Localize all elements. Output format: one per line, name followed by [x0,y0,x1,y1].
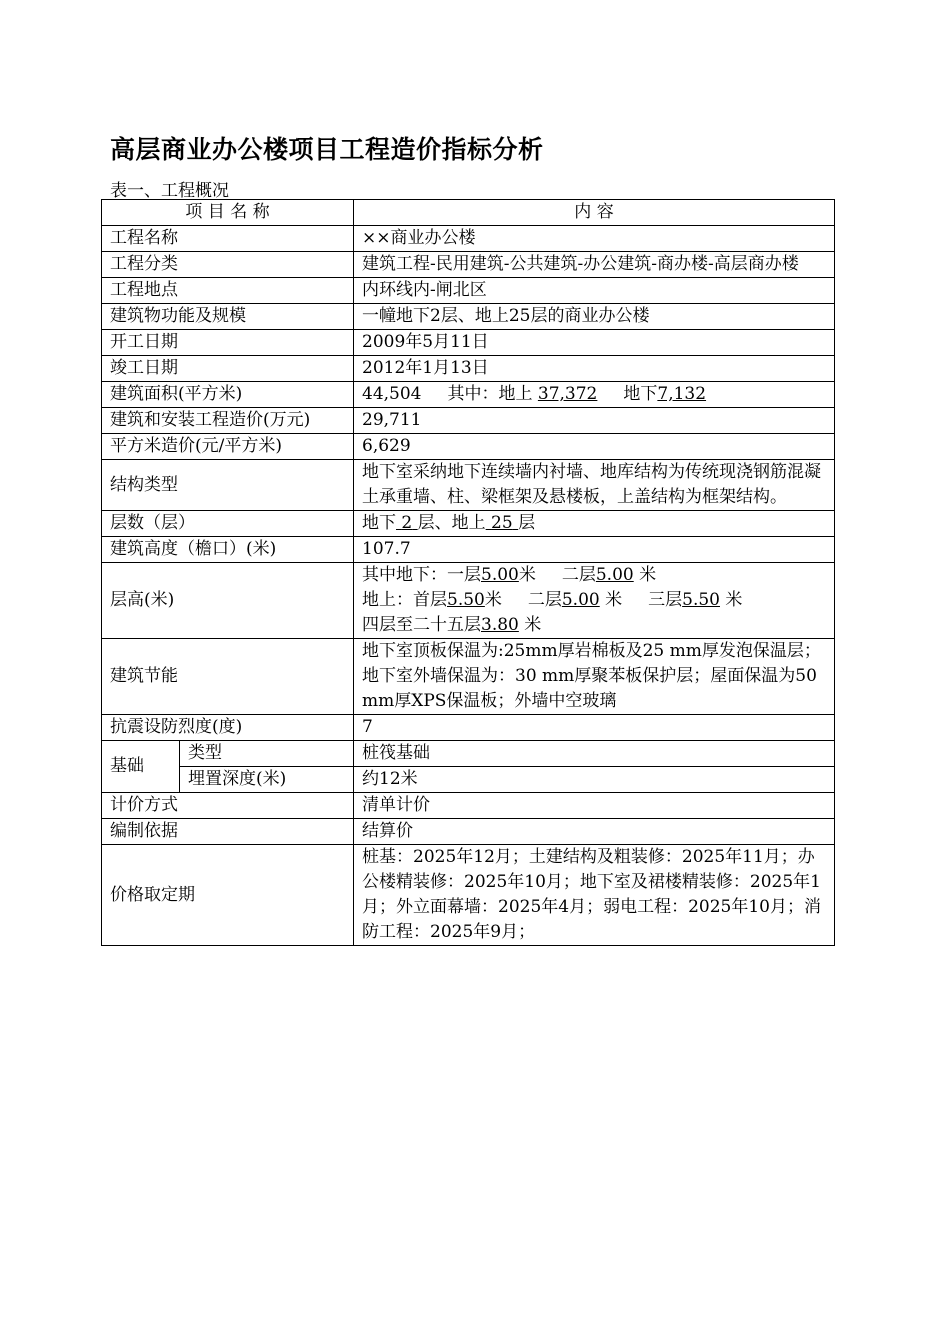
row-value: 桩基：2025年12月；土建结构及粗装修：2025年11月；办公楼精装修：2025年10月；地下室及裙楼精装修：2025年1月；外立面幕墙：2025年4月；弱电工程：2025年10月；消防工程：2025年9月； [354,845,835,946]
table-row [102,252,835,278]
floors-suffix: 层 [518,513,536,533]
project-overview-table [101,199,835,946]
area-above: 37,372 [537,384,598,404]
row-value: 一幢地下2层、地上25层的商业办公楼 [354,304,835,330]
row-value [354,382,835,408]
row-value: 地下室顶板保温为:25mm厚岩棉板及25 mm厚发泡保温层；地下室外墙保温为：30 mm厚聚苯板保护层；屋面保温为50 mm厚XPS保温板；外墙中空玻璃 [354,639,835,715]
table-row [102,226,835,252]
table-row [102,511,835,537]
row-value: 建筑工程-民用建筑-公共建筑-办公建筑-商办楼-高层商办楼 [354,252,835,278]
row-label: 建筑面积(平方米) [102,382,354,408]
table-row [102,460,835,511]
row-label: 工程名称 [102,226,354,252]
header-content: 内 容 [354,200,835,226]
table-caption: 表一、工程概况 [110,181,229,201]
row-label: 抗震设防烈度(度) [102,715,354,741]
row-label: 价格取定期 [102,845,354,946]
floors-above: 25 [491,513,513,533]
row-value: ××商业办公楼 [354,226,835,252]
row-label: 计价方式 [102,793,354,819]
row-label: 编制依据 [102,819,354,845]
area-total: 44,504 [362,384,422,404]
table-row [102,639,835,715]
row-label: 层高(米) [102,563,354,639]
table-row [102,408,835,434]
table-row [102,356,835,382]
row-value: 清单计价 [354,793,835,819]
row-label: 竣工日期 [102,356,354,382]
row-value: 6,629 [354,434,835,460]
floors-below: 2 [401,513,413,533]
row-value: 2009年5月11日 [354,330,835,356]
row-label: 建筑和安装工程造价(万元) [102,408,354,434]
row-value [354,563,835,639]
table-row [102,563,835,639]
table-row [102,382,835,408]
floor-height-line-1: 其中地下：一层5.00米 二层5.00 米 [362,565,657,585]
row-value: 7 [354,715,835,741]
table-row [102,330,835,356]
sub-label: 类型 [180,741,354,767]
row-label: 建筑高度（檐口）(米) [102,537,354,563]
area-below: 7,132 [657,384,707,404]
table-row [102,793,835,819]
table-row [102,741,835,767]
row-label: 结构类型 [102,460,354,511]
table-row [102,819,835,845]
row-label: 建筑物功能及规模 [102,304,354,330]
table-row [102,304,835,330]
table-row [102,434,835,460]
row-label: 工程地点 [102,278,354,304]
area-below-prefix: 地下 [623,384,658,404]
table-row [102,278,835,304]
floors-below-prefix: 地下 [362,513,396,533]
table-row [102,845,835,946]
row-label: 建筑节能 [102,639,354,715]
row-label: 工程分类 [102,252,354,278]
floor-height-line-3: 四层至二十五层3.80 米 [362,615,542,635]
row-value: 约12米 [354,767,835,793]
table-row [102,537,835,563]
floor-height-line-2: 地上：首层5.50米 二层5.00 米 三层5.50 米 [362,590,743,610]
row-value: 地下室采纳地下连续墙内衬墙、地库结构为传统现浇钢筋混凝土承重墙、柱、梁框架及悬楼板，上盖结构为框架结构。 [354,460,835,511]
row-value: 桩筏基础 [354,741,835,767]
row-label: 开工日期 [102,330,354,356]
table-row [102,767,835,793]
row-value: 内环线内-闸北区 [354,278,835,304]
row-value: 107.7 [354,537,835,563]
area-above-prefix: 其中：地上 [447,384,533,404]
row-label: 平方米造价(元/平方米) [102,434,354,460]
page-title: 高层商业办公楼项目工程造价指标分析 [110,135,544,164]
row-value [354,511,835,537]
header-item: 项 目 名 称 [102,200,354,226]
row-label: 层数（层） [102,511,354,537]
row-value: 2012年1月13日 [354,356,835,382]
row-label: 基础 [102,741,180,793]
row-value: 结算价 [354,819,835,845]
table-header-row [102,200,835,226]
floors-mid: 层、地上 [417,513,486,533]
row-value: 29,711 [354,408,835,434]
sub-label: 埋置深度(米) [180,767,354,793]
table-row [102,715,835,741]
